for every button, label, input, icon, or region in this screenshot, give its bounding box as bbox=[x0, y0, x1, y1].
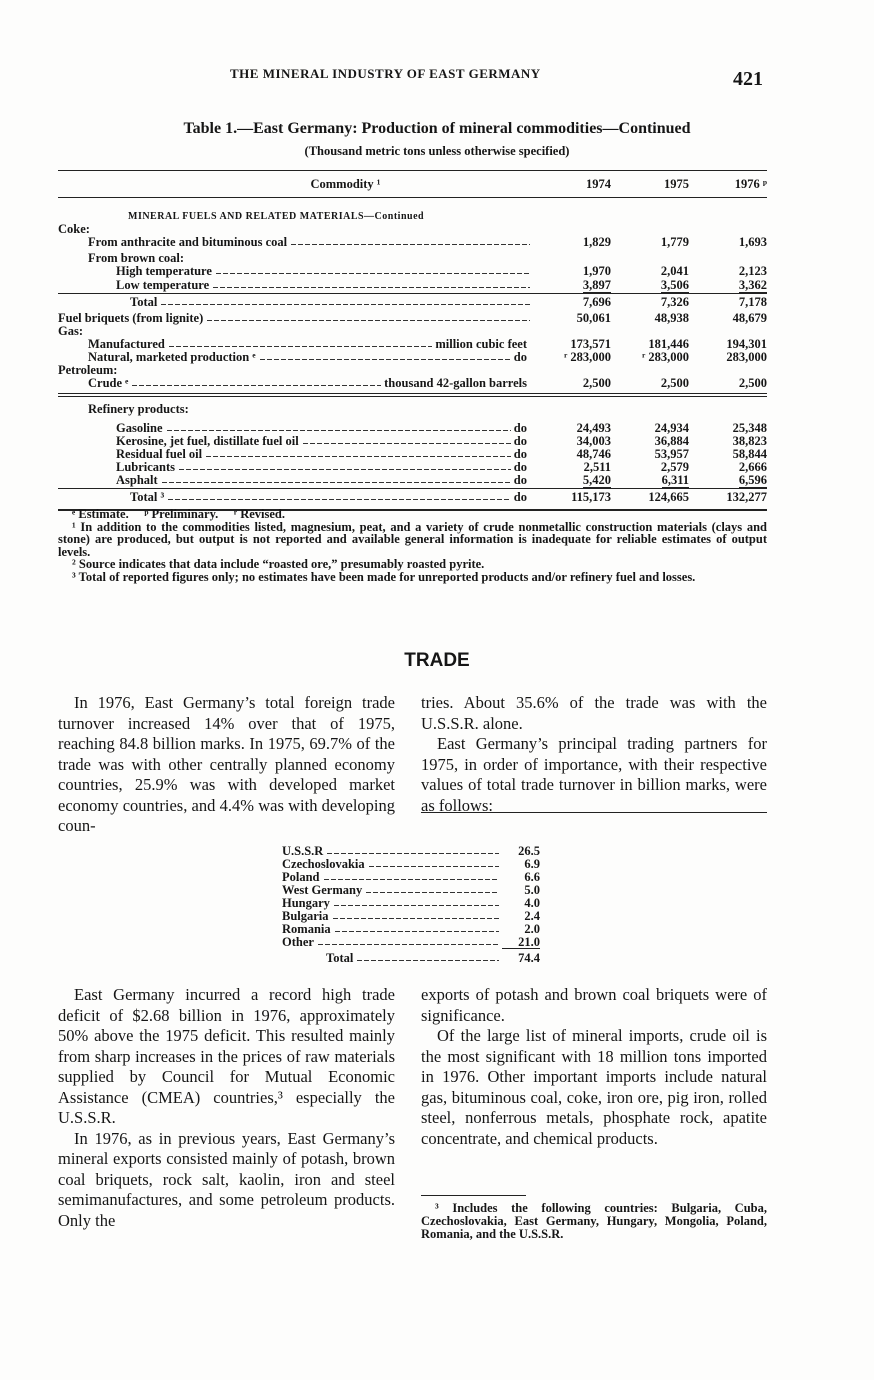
row-label: Fuel briquets (from lignite) bbox=[58, 311, 204, 325]
cell-1975 bbox=[611, 351, 689, 364]
row-unit: do bbox=[513, 490, 527, 504]
row-unit: million cubic feet bbox=[435, 337, 527, 351]
partner-name: Czechoslovakia bbox=[282, 857, 365, 871]
production-table bbox=[58, 170, 767, 511]
row-unit: do bbox=[513, 434, 527, 448]
cell-1974 bbox=[533, 312, 611, 325]
leader-dots bbox=[206, 448, 511, 457]
total-value: 74.4 bbox=[518, 951, 540, 965]
leader-dots bbox=[333, 910, 499, 919]
cell-1974 bbox=[533, 236, 611, 249]
cell-value: 24,493 bbox=[576, 421, 611, 435]
cell-1974 bbox=[533, 351, 611, 364]
cell-value: 132,277 bbox=[726, 490, 767, 504]
row-unit: do bbox=[513, 447, 527, 461]
leader-dots bbox=[213, 279, 530, 288]
cell-value: 48,679 bbox=[732, 311, 767, 325]
row-label: Crude ᵉ bbox=[88, 376, 129, 390]
partner-name: Romania bbox=[282, 922, 331, 936]
table-header bbox=[58, 171, 767, 198]
footnote-divider bbox=[421, 1195, 526, 1196]
divider bbox=[421, 812, 767, 813]
cell-1976 bbox=[689, 279, 767, 292]
leader-dots bbox=[169, 338, 432, 347]
leader-dots bbox=[334, 897, 499, 906]
row-label: From brown coal: bbox=[88, 251, 185, 265]
table-row bbox=[58, 377, 767, 390]
cell-1974 bbox=[533, 491, 611, 504]
table-row bbox=[58, 461, 767, 474]
running-title: THE MINERAL INDUSTRY OF EAST GERMANY bbox=[230, 66, 541, 81]
cell-value: 115,173 bbox=[571, 490, 611, 504]
left-column-bottom bbox=[58, 985, 395, 1231]
cell-value: 38,823 bbox=[732, 434, 767, 448]
row-label: Gas: bbox=[58, 324, 83, 338]
double-rule bbox=[58, 393, 767, 397]
leader-dots bbox=[207, 312, 530, 321]
paragraph: exports of potash and brown coal briquets were of significance. bbox=[421, 985, 767, 1025]
row-label: Total bbox=[130, 295, 158, 309]
cell-value: 3,897 bbox=[582, 278, 611, 292]
cell-value: 58,844 bbox=[732, 447, 767, 461]
partner-name: Poland bbox=[282, 870, 320, 884]
table-subtitle: (Thousand metric tons unless otherwise specified) bbox=[304, 144, 570, 158]
cell-1975 bbox=[611, 296, 689, 309]
table-row bbox=[58, 351, 767, 364]
cell-value: 7,326 bbox=[660, 295, 689, 309]
cell-1975 bbox=[611, 265, 689, 278]
cell-1976 bbox=[689, 296, 767, 309]
row-label: Gasoline bbox=[116, 421, 163, 435]
cell-1975 bbox=[611, 474, 689, 487]
cell-value: 7,178 bbox=[738, 295, 767, 309]
table-row bbox=[58, 491, 767, 504]
partner-value: 2.4 bbox=[524, 909, 540, 923]
leader-dots bbox=[132, 377, 381, 386]
row-label: Natural, marketed production ᵉ bbox=[88, 350, 256, 364]
paragraph: In 1976, as in previous years, East Germany’s mineral exports consisted mainly of potash, brown coal briquets, rock salt, kaolin, iron and steel semimanufactures, and some petroleum products. Only the bbox=[58, 1128, 395, 1230]
cell-1974 bbox=[533, 474, 611, 487]
partner-row bbox=[282, 923, 540, 936]
cell-1975 bbox=[611, 279, 689, 292]
subtotal-rule bbox=[58, 293, 767, 294]
cell-1975 bbox=[611, 312, 689, 325]
cell-value: 1,829 bbox=[582, 235, 611, 249]
row-label: High temperature bbox=[116, 264, 212, 278]
paragraph: tries. About 35.6% of the trade was with the U.S.S.R. alone. bbox=[421, 693, 767, 733]
cell-1974 bbox=[533, 279, 611, 292]
partner-name: Other bbox=[282, 935, 314, 949]
table-row bbox=[58, 312, 767, 325]
partner-name: Bulgaria bbox=[282, 909, 329, 923]
partner-value: 26.5 bbox=[518, 844, 540, 858]
cell-value: 53,957 bbox=[654, 447, 689, 461]
footnote-3: ³ Total of reported figures only; no estimates have been made for unreported products and/or refinery fuel and losses. bbox=[72, 569, 696, 584]
cell-1976 bbox=[689, 236, 767, 249]
table-row bbox=[58, 265, 767, 278]
total-label: Total bbox=[326, 951, 354, 965]
table-row bbox=[58, 236, 767, 249]
partner-value: 2.0 bbox=[524, 922, 540, 936]
cell-value: 1,693 bbox=[738, 235, 767, 249]
table-title: Table 1.—East Germany: Production of mineral commodities—Continued bbox=[183, 120, 691, 137]
leader-dots bbox=[216, 265, 530, 274]
row-label: Petroleum: bbox=[58, 363, 118, 377]
cell-1976 bbox=[689, 265, 767, 278]
cell-value: 1,779 bbox=[660, 235, 689, 249]
partner-value: 6.9 bbox=[524, 857, 540, 871]
row-label: Kerosine, jet fuel, distillate fuel oil bbox=[116, 434, 299, 448]
cell-value: 283,000 bbox=[726, 350, 767, 364]
row-label: Manufactured bbox=[88, 337, 165, 351]
table-row bbox=[58, 296, 767, 309]
cell-value: 124,665 bbox=[648, 490, 689, 504]
leader-dots bbox=[179, 461, 511, 470]
cell-value: 2,500 bbox=[738, 376, 767, 390]
table-row bbox=[58, 474, 767, 487]
col-header-1975: 1975 bbox=[664, 176, 689, 191]
cell-value: 48,938 bbox=[654, 311, 689, 325]
trade-footnote-3: ³ Includes the following countries: Bulgaria, Cuba, Czechoslovakia, East Germany, Hungary, Mongolia, Poland, Romania, and the U.S.S.R. bbox=[421, 1201, 767, 1241]
row-label: Total ³ bbox=[130, 490, 165, 504]
row-unit: do bbox=[513, 350, 527, 364]
left-column-top bbox=[58, 693, 395, 837]
partner-row bbox=[282, 936, 540, 949]
leader-dots bbox=[335, 923, 499, 932]
cell-value: 7,696 bbox=[582, 295, 611, 309]
right-column-top bbox=[421, 693, 767, 816]
cell-value: 194,301 bbox=[726, 337, 767, 351]
leader-dots bbox=[161, 296, 530, 305]
cell-1974 bbox=[533, 265, 611, 278]
cell-value: 2,511 bbox=[583, 460, 611, 474]
cell-1975 bbox=[611, 491, 689, 504]
partner-row bbox=[282, 858, 540, 871]
cell-value: 3,506 bbox=[660, 278, 689, 292]
cell-1976 bbox=[689, 377, 767, 390]
cell-1976 bbox=[689, 491, 767, 504]
leader-dots bbox=[366, 884, 499, 893]
cell-value: 24,934 bbox=[654, 421, 689, 435]
leader-dots bbox=[168, 491, 511, 500]
row-unit: do bbox=[513, 421, 527, 435]
col-header-commodity: Commodity ¹ bbox=[310, 176, 381, 191]
cell-1976 bbox=[689, 312, 767, 325]
partner-value: 5.0 bbox=[524, 883, 540, 897]
partner-total-row bbox=[282, 952, 540, 965]
cell-value: 2,041 bbox=[660, 264, 689, 278]
cell-value: 2,123 bbox=[738, 264, 767, 278]
cell-value: 50,061 bbox=[576, 311, 611, 325]
leader-dots bbox=[324, 871, 499, 880]
col-header-1976: 1976 ᵖ bbox=[734, 176, 767, 191]
col-header-1974: 1974 bbox=[586, 176, 611, 191]
row-label: MINERAL FUELS AND RELATED MATERIALS—Continued bbox=[128, 211, 425, 222]
cell-value: 2,500 bbox=[582, 376, 611, 390]
cell-value: 2,666 bbox=[738, 460, 767, 474]
partner-value: 4.0 bbox=[524, 896, 540, 910]
cell-value: 34,003 bbox=[576, 434, 611, 448]
partner-name: West Germany bbox=[282, 883, 363, 897]
footnote-2: ² Source indicates that data include “roasted ore,” presumably roasted pyrite. bbox=[72, 557, 485, 571]
leader-dots bbox=[167, 422, 511, 431]
row-label: Coke: bbox=[58, 222, 90, 236]
cell-1974 bbox=[533, 377, 611, 390]
partner-name: Hungary bbox=[282, 896, 330, 910]
footnote-legend: ᵉ Estimate. ᵖ Preliminary. ʳ Revised. bbox=[72, 507, 286, 521]
row-label: Lubricants bbox=[116, 460, 176, 474]
right-column-bottom bbox=[421, 985, 767, 1149]
row-label: Refinery products: bbox=[88, 402, 189, 416]
cell-value: 2,500 bbox=[660, 376, 689, 390]
cell-value: 3,362 bbox=[738, 278, 767, 292]
cell-value: 25,348 bbox=[732, 421, 767, 435]
cell-value: ʳ 283,000 bbox=[564, 350, 611, 364]
row-unit: do bbox=[513, 473, 527, 487]
table-footnotes bbox=[58, 508, 767, 583]
paragraph: East Germany incurred a record high trade deficit of $2.68 billion in 1976, approximately 50% above the 1975 deficit. This resulted mainly from sharp increases in the prices of raw materials supplied by Council for Mutual Economic Assistance (CMEA) countries,³ especially the U.S.S.R. bbox=[58, 985, 395, 1127]
cell-value: 36,884 bbox=[654, 434, 689, 448]
leader-dots bbox=[318, 936, 499, 945]
cell-value: 181,446 bbox=[648, 337, 689, 351]
cell-value: 173,571 bbox=[570, 337, 611, 351]
cell-value: 6,311 bbox=[661, 473, 689, 487]
table-row bbox=[58, 403, 767, 416]
row-label: Residual fuel oil bbox=[116, 447, 203, 461]
table-row bbox=[58, 279, 767, 292]
row-unit: thousand 42-gallon barrels bbox=[384, 376, 527, 390]
partner-value: 21.0 bbox=[502, 936, 540, 949]
leader-dots bbox=[327, 845, 499, 854]
partner-value: 6.6 bbox=[524, 870, 540, 884]
cell-value: 48,746 bbox=[576, 447, 611, 461]
partner-name: U.S.S.R bbox=[282, 844, 324, 858]
row-label: Asphalt bbox=[116, 473, 158, 487]
cell-1974 bbox=[533, 296, 611, 309]
row-label: From anthracite and bituminous coal bbox=[88, 235, 288, 249]
leader-dots bbox=[369, 858, 499, 867]
trading-partners-list bbox=[282, 845, 540, 965]
cell-1976 bbox=[689, 474, 767, 487]
page-number: 421 bbox=[733, 68, 763, 90]
cell-value: 2,579 bbox=[660, 460, 689, 474]
leader-dots bbox=[162, 474, 511, 483]
table-body bbox=[58, 198, 767, 504]
leader-dots bbox=[357, 952, 499, 961]
cell-value: 6,596 bbox=[738, 473, 767, 487]
footnote-1: ¹ In addition to the commodities listed, magnesium, peat, and a variety of crude nonmetallic construction materials (clays and stone) are produced, but output is not reported and available general information is inadequate for reliable estimates of output levels. bbox=[58, 519, 767, 559]
leader-dots bbox=[260, 351, 511, 360]
table-section-header bbox=[58, 210, 767, 223]
cell-value: 5,420 bbox=[582, 473, 611, 487]
subtotal-rule bbox=[58, 488, 767, 489]
cell-value: 1,970 bbox=[582, 264, 611, 278]
paragraph: Of the large list of mineral imports, crude oil is the most significant with 18 million tons imported in 1976. Other important imports include natural gas, bituminous coal, coke, iron ore, pig iron, rolled steel, nonferrous metals, phosphate rock, apatite concentrate, and chemical products. bbox=[421, 1026, 767, 1148]
paragraph: East Germany’s principal trading partners for 1975, in order of importance, with their respective values of total trade turnover in billion marks, were as follows: bbox=[421, 734, 767, 815]
cell-1975 bbox=[611, 236, 689, 249]
leader-dots bbox=[303, 435, 511, 444]
leader-dots bbox=[291, 236, 530, 245]
row-label: Low temperature bbox=[116, 278, 210, 292]
cell-1976 bbox=[689, 351, 767, 364]
row-unit: do bbox=[513, 460, 527, 474]
cell-1975 bbox=[611, 377, 689, 390]
cell-value: ʳ 283,000 bbox=[642, 350, 689, 364]
section-heading-trade: TRADE bbox=[404, 650, 470, 671]
paragraph: In 1976, East Germany’s total foreign trade turnover increased 14% over that of 1975, reaching 84.8 billion marks. In 1975, 69.7% of the trade was with other centrally planned economy countries, 25.9% was with developed market economy countries, and 4.4% was with developing coun- bbox=[58, 693, 395, 835]
